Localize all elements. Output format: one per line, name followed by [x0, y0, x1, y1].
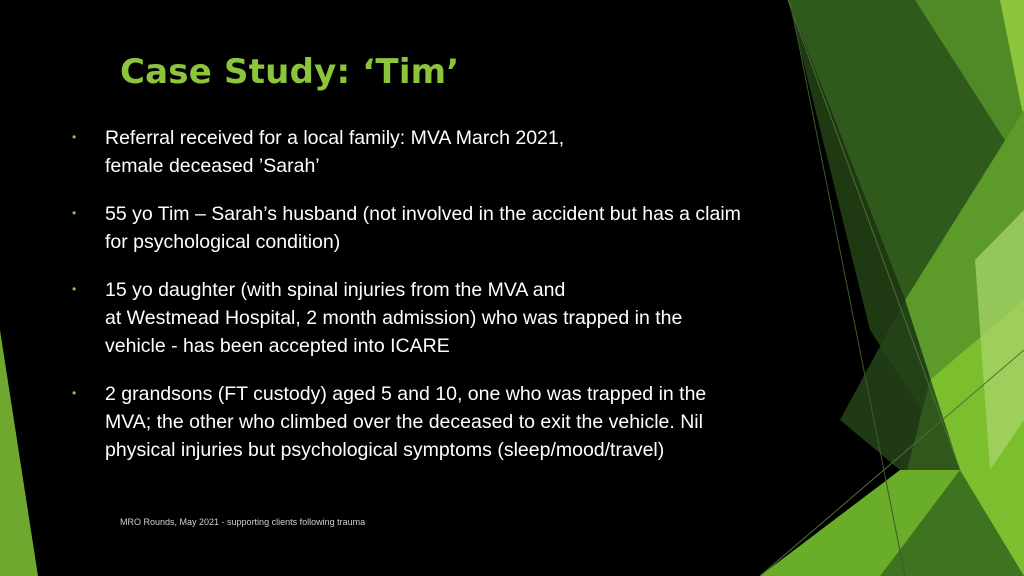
bullet-item: [70, 124, 810, 180]
bullet-marker: •: [72, 206, 77, 220]
bullet-item: [70, 380, 810, 464]
left-green-shard: [0, 330, 38, 576]
bullet-marker: •: [72, 130, 77, 144]
slide-title: Case Study: ‘Tim’: [120, 52, 460, 92]
bullet-text: 55 yo Tim – Sarah’s husband (not involved in the accident but has a claim for psychological condition): [105, 203, 741, 253]
bullet-text: 2 grandsons (FT custody) aged 5 and 10, one who was trapped in the MVA; the other who climbed over the deceased to exit the vehicle. Nil physical injuries but psychological symptoms (sleep/mood/travel): [105, 383, 707, 461]
slide-footer: MRO Rounds, May 2021 - supporting clients following trauma: [120, 517, 366, 527]
bullet-marker: •: [72, 282, 77, 296]
bullet-text: Referral received for a local family: MVA March 2021, female deceased ’Sarah’: [105, 127, 565, 177]
bullet-item: [70, 276, 810, 360]
bullet-item: [70, 200, 810, 256]
bullet-text: 15 yo daughter (with spinal injuries from the MVA and at Westmead Hospital, 2 month admission) who was trapped in the vehicle - has been accepted into ICARE: [105, 279, 683, 357]
bullet-list: [70, 124, 810, 484]
bullet-marker: •: [72, 386, 77, 400]
